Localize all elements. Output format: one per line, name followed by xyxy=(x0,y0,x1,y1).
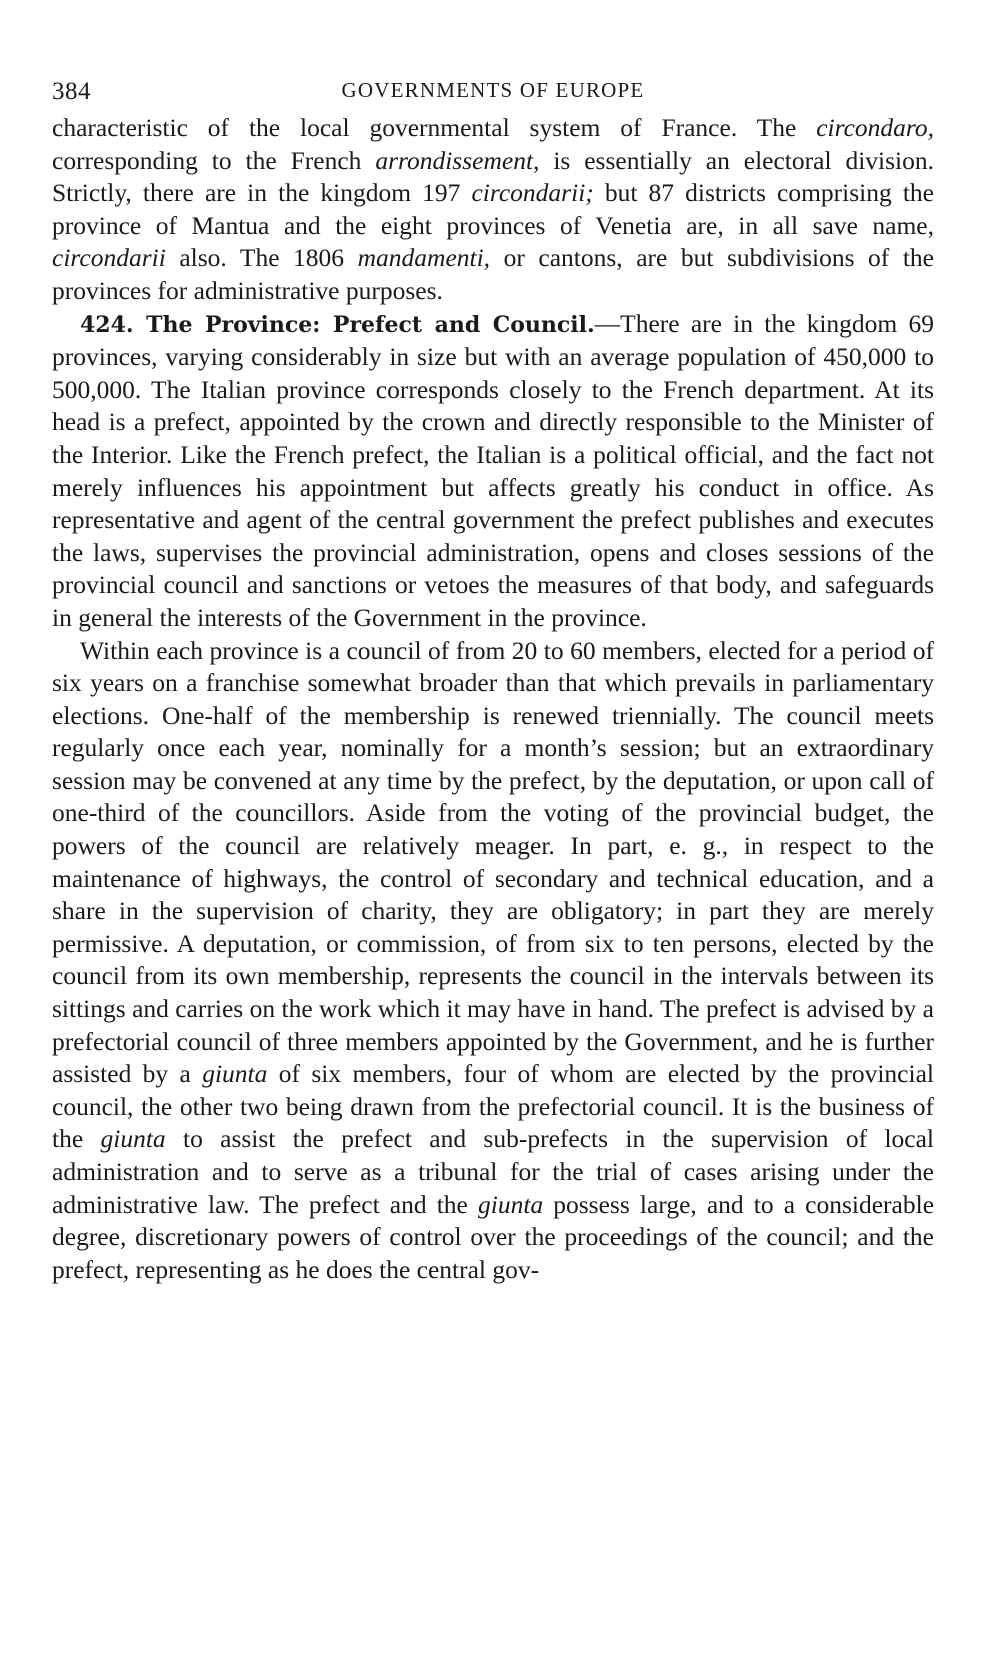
text-span: or cantons, are but subdivisions of the provinces for administrative purposes. xyxy=(52,243,934,305)
italic-term: giunta xyxy=(100,1124,166,1154)
paragraph-council xyxy=(52,635,934,1287)
book-page xyxy=(52,72,934,1286)
running-head xyxy=(52,72,934,112)
paragraph-continued xyxy=(52,112,934,308)
italic-term: circondarii xyxy=(52,243,166,273)
text-span: possess large, and to a considerable degree, discretionary powers of control over the proceedings of the council; and the prefect, representing as he does the central gov- xyxy=(52,1189,935,1284)
body-text xyxy=(52,112,934,1286)
section-heading: 424. The Province: Prefect and Council. xyxy=(80,311,595,338)
text-span: characteristic of the local governmental system of France. The xyxy=(52,113,817,142)
paragraph-section-424 xyxy=(52,308,934,635)
text-span: —There are in the kingdom 69 provinces, varying considerably in size but with an average population of 450,000 to 500,000. The Italian province corresponds closely to the French department. At its head is a prefect, appointed by the crown and directly responsible to the Minister of the Interior. Like the French prefect, the Italian is a political official, and the fact not merely influences his appointment but affects greatly his conduct in office. As representative and agent of the central government the prefect publishes and executes the laws, supervises the provincial administration, opens and closes sessions of the provincial council and sanctions or vetoes the measures of that body, and safeguards in general the interests of the Government in the province. xyxy=(52,308,934,632)
text-span: of six members, four of whom are elected by the provincial council, the other two being drawn from the prefectorial council. It is the business of the xyxy=(52,1059,934,1154)
page-number: 384 xyxy=(52,78,91,105)
italic-term: giunta xyxy=(477,1189,544,1219)
text-span: also. The 1806 xyxy=(165,243,358,273)
text-span: but 87 districts comprising the province of Mantua and the eight provinces of Venetia are, in all save name, xyxy=(52,178,934,240)
text-span: Within each province is a council of from 20 to 60 members, elected for a period of six years on a franchise somewhat broader than that which prevails in parliamentary elections. One-half of the membership is renewed triennially. The council meets regularly once each year, nominally for a month’s session; but an extraordinary session may be convened at any time by the prefect, by the deputation, or upon call of one-third of the councillors. Aside from the voting of the provincial budget, the powers of the council are relatively meager. In part, e. g., in respect to the maintenance of highways, the control of secondary and technical education, and a share in the supervision of charity, they are obligatory; in part they are merely permissive. A deputation, or commission, of from six to ten persons, elected by the council from its own membership, represents the council in the intervals between its sittings and carries on the work which it may have in hand. The prefect is advised by a prefectorial council of three members appointed by the Government, and he is further assisted by a xyxy=(52,635,934,1089)
text-span: is essentially an electoral division. Strictly, there are in the kingdom 197 xyxy=(52,145,934,208)
italic-term: circondarii; xyxy=(471,178,594,208)
text-span: to assist the prefect and sub-prefects in the supervision of local administration and to serve as a tribunal for the trial of cases arising under the administrative law. The prefect and the xyxy=(52,1124,935,1219)
text-span: corresponding to the French xyxy=(52,145,376,175)
italic-term: mandamenti, xyxy=(357,243,491,273)
running-title: GOVERNMENTS OF EUROPE xyxy=(341,78,645,102)
italic-term: giunta xyxy=(202,1059,268,1089)
italic-term: arrondissement, xyxy=(375,145,540,175)
italic-term: circondaro, xyxy=(816,113,934,142)
